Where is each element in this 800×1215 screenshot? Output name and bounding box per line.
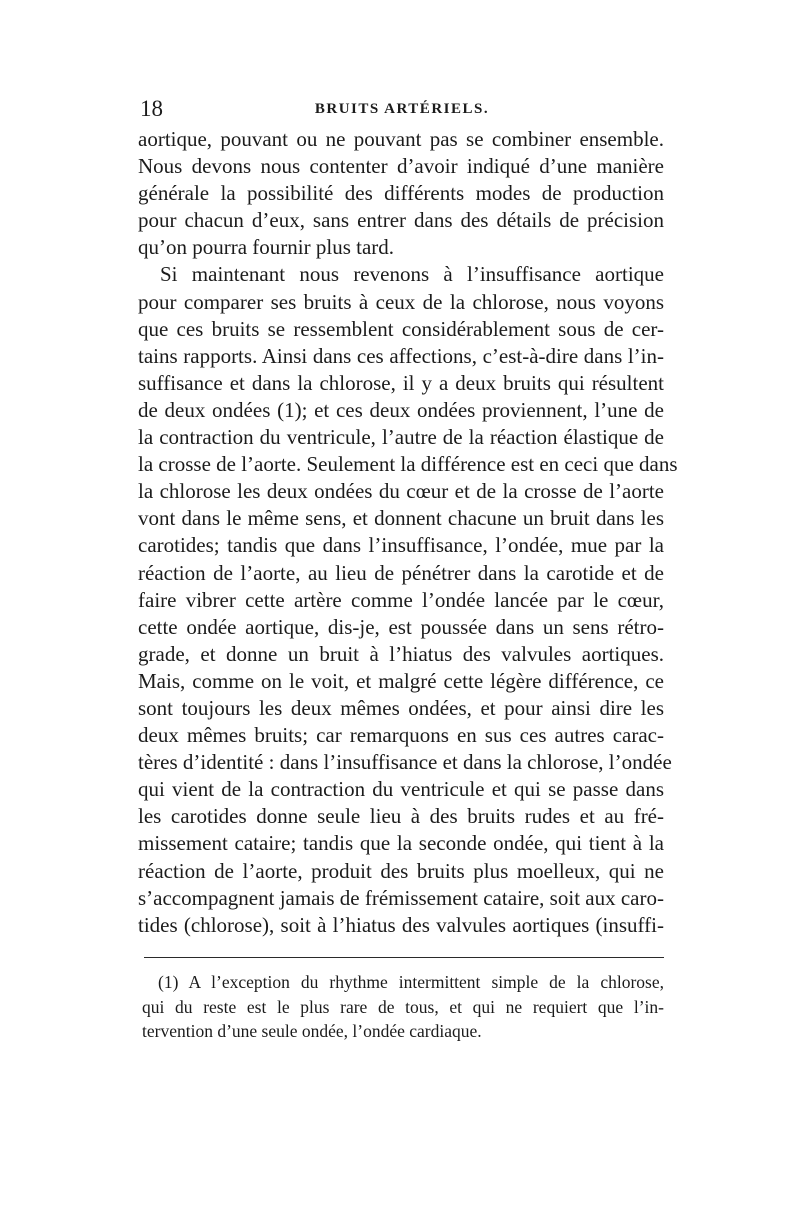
text-line: tides (chlorose), soit à l’hiatus des valvules aortiques (insuffi-	[138, 912, 664, 937]
text-line: tains rapports. Ainsi dans ces affections, c’est-à-dire dans l’in-	[138, 343, 664, 368]
running-title: BRUITS ARTÉRIELS.	[314, 101, 490, 117]
footnote-line: qui du reste est le plus rare de tous, et qui ne requiert que l’in-	[142, 996, 664, 1017]
running-head	[140, 94, 664, 124]
footnote-line: (1) A l’exception du rhythme intermittent simple de la chlorose,	[158, 972, 664, 992]
text-line: réaction de l’aorte, produit des bruits plus moelleux, qui ne	[138, 858, 664, 883]
text-line: tères d’identité : dans l’insuffisance et dans la chlorose, l’ondée	[138, 750, 672, 775]
text-line: pour comparer ses bruits à ceux de la chlorose, nous voyons	[138, 289, 664, 314]
text-line: aortique, pouvant ou ne pouvant pas se combiner ensemble.	[138, 127, 664, 151]
text-line: les carotides donne seule lieu à des bruits rudes et au fré-	[138, 804, 664, 829]
text-line: Si maintenant nous revenons à l’insuffisance aortique	[160, 262, 664, 287]
footnote	[142, 970, 664, 1044]
text-line: réaction de l’aorte, au lieu de pénétrer dans la carotide et de	[138, 560, 664, 585]
text-line: générale la possibilité des différents modes de production	[138, 181, 664, 206]
text-line: que ces bruits se ressemblent considérablement sous de cer-	[138, 316, 664, 341]
text-line: Nous devons nous contenter d’avoir indiqué d’une manière	[138, 154, 664, 179]
text-line: vont dans le même sens, et donnent chacune un bruit dans les	[138, 506, 664, 531]
text-line: carotides; tandis que dans l’insuffisance, l’ondée, mue par la	[138, 533, 664, 558]
text-line: s’accompagnent jamais de frémissement cataire, soit aux caro-	[138, 885, 664, 910]
body-text	[138, 126, 678, 939]
text-line: missement cataire; tandis que la seconde ondée, qui tient à la	[138, 831, 664, 856]
text-line: la contraction du ventricule, l’autre de la réaction élastique de	[138, 425, 664, 450]
text-line: sont toujours les deux mêmes ondées, et pour ainsi dire les	[138, 695, 664, 720]
text-line: deux mêmes bruits; car remarquons en sus ces autres carac-	[138, 723, 664, 748]
text-line: pour chacun d’eux, sans entrer dans des détails de précision	[138, 208, 664, 233]
text-line: suffisance et dans la chlorose, il y a deux bruits qui résultent	[138, 370, 664, 395]
text-line: qu’on pourra fournir plus tard.	[138, 235, 395, 260]
text-line: la chlorose les deux ondées du cœur et de la crosse de l’aorte	[138, 479, 664, 504]
footnote-line: tervention d’une seule ondée, l’ondée cardiaque.	[142, 1021, 482, 1041]
text-line: grade, et donne un bruit à l’hiatus des valvules aortiques.	[138, 641, 664, 666]
footnote-rule	[144, 957, 664, 958]
text-line: de deux ondées (1); et ces deux ondées proviennent, l’une de	[138, 397, 664, 422]
text-line: la crosse de l’aorte. Seulement la différence est en ceci que dans	[138, 452, 678, 477]
text-line: faire vibrer cette artère comme l’ondée lancée par le cœur,	[138, 587, 664, 612]
text-line: Mais, comme on le voit, et malgré cette légère différence, ce	[138, 668, 664, 693]
page-number: 18	[140, 96, 163, 121]
text-line: cette ondée aortique, dis-je, est poussée dans un sens rétro-	[138, 614, 664, 639]
text-line: qui vient de la contraction du ventricule et qui se passe dans	[138, 777, 664, 802]
